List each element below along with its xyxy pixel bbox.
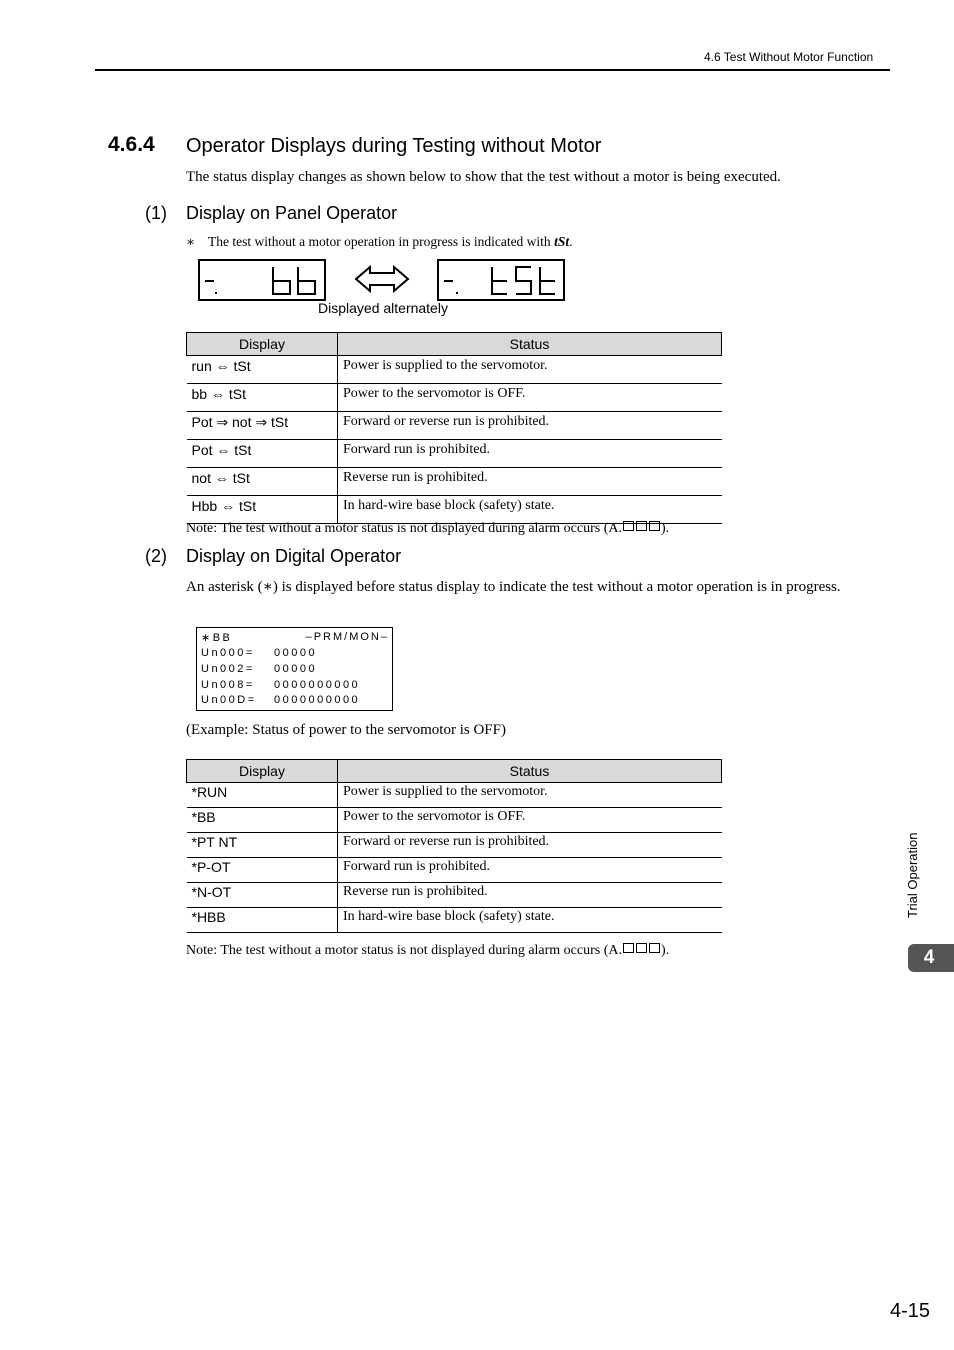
screen-param: Un002= [201, 663, 255, 675]
table-row [187, 356, 722, 384]
asterisk-mark: ∗ [186, 234, 196, 249]
table-header-row [187, 760, 722, 783]
screen-value: 0000000000 [274, 694, 361, 706]
placeholder-box-icon [649, 943, 660, 953]
table-row [187, 384, 722, 412]
display-cell: Hbb ⇔ tSt [187, 496, 338, 524]
display-cell: Pot ⇔ tSt [187, 440, 338, 468]
display-cell: *BB [187, 808, 338, 833]
status-cell: Forward or reverse run is prohibited. [338, 412, 722, 440]
note-prefix: Note: The test without a motor status is not displayed during alarm occurs (A. [186, 521, 622, 536]
column-header-display: Display [187, 760, 338, 783]
digital-operator-screen [196, 627, 393, 711]
status-cell: Power to the servomotor is OFF. [338, 384, 722, 412]
table-row [187, 468, 722, 496]
status-cell: In hard-wire base block (safety) state. [338, 496, 722, 524]
panel-note-text: The test without a motor operation in progress is indicated with [208, 234, 555, 249]
panel-status-table [186, 332, 722, 524]
subsection-title-digital: Display on Digital Operator [186, 546, 402, 566]
chapter-side-label: Trial Operation [905, 832, 920, 918]
display-cell: *PT NT [187, 833, 338, 858]
digital-status-table [186, 759, 722, 933]
table-row [187, 808, 722, 833]
placeholder-box-icon [636, 943, 647, 953]
panel-note-end: . [569, 234, 573, 249]
screen-param: Un008= [201, 679, 255, 691]
screen-param: Un00D= [201, 694, 257, 706]
subsection-title-panel: Display on Panel Operator [186, 203, 398, 223]
section-title: Operator Displays during Testing without Motor [186, 135, 602, 157]
display-cell: *P-OT [187, 858, 338, 883]
alternate-caption: Displayed alternately [318, 300, 448, 316]
subsection-number-panel: (1) [145, 203, 167, 223]
placeholder-box-icon [636, 521, 647, 531]
placeholder-box-icon [623, 943, 634, 953]
display-cell: Pot ⇒ not ⇒ tSt [187, 412, 338, 440]
subsection-number-digital: (2) [145, 546, 167, 566]
status-cell: In hard-wire base block (safety) state. [338, 908, 722, 933]
table-row [187, 783, 722, 808]
status-cell: Power is supplied to the servomotor. [338, 783, 722, 808]
display-cell: *N-OT [187, 883, 338, 908]
header-rule [95, 69, 890, 71]
table-row [187, 440, 722, 468]
panel-display-bb [198, 259, 326, 301]
table-row [187, 858, 722, 883]
screen-status: ∗BB [201, 632, 233, 644]
column-header-display: Display [187, 333, 338, 356]
table-row [187, 412, 722, 440]
status-cell: Forward or reverse run is prohibited. [338, 833, 722, 858]
note-suffix: ). [661, 521, 670, 536]
display-cell: *RUN [187, 783, 338, 808]
screen-value: 00000 [274, 647, 318, 659]
section-number: 4.6.4 [108, 133, 155, 156]
status-cell: Reverse run is prohibited. [338, 883, 722, 908]
status-cell: Forward run is prohibited. [338, 858, 722, 883]
chapter-tab: 4 [908, 944, 954, 972]
running-header: 4.6 Test Without Motor Function [704, 50, 874, 64]
panel-display-tst [437, 259, 565, 301]
example-caption: (Example: Status of power to the servomotor is OFF) [186, 722, 506, 738]
note-prefix: Note: The test without a motor status is not displayed during alarm occurs (A. [186, 943, 622, 958]
status-cell: Power to the servomotor is OFF. [338, 808, 722, 833]
page-number: 4-15 [890, 1300, 931, 1322]
section-intro: The status display changes as shown below to show that the test without a motor is being executed. [186, 169, 781, 185]
table-row [187, 496, 722, 524]
table-row [187, 833, 722, 858]
screen-value: 00000 [274, 663, 318, 675]
panel-note [186, 234, 572, 250]
column-header-status: Status [338, 760, 722, 783]
table-row [187, 908, 722, 933]
display-cell: run ⇔ tSt [187, 356, 338, 384]
placeholder-box-icon [649, 521, 660, 531]
alternate-arrow-icon [354, 264, 410, 294]
status-cell: Reverse run is prohibited. [338, 468, 722, 496]
note-suffix: ). [661, 943, 670, 958]
screen-param: Un000= [201, 647, 255, 659]
digital-intro: An asterisk (∗) is displayed before status display to indicate the test without a motor operation is in progress. [186, 579, 841, 595]
digital-alarm-note [186, 943, 669, 959]
table-header-row [187, 333, 722, 356]
display-cell: bb ⇔ tSt [187, 384, 338, 412]
screen-value: 0000000000 [274, 679, 361, 691]
placeholder-box-icon [623, 521, 634, 531]
status-cell: Power is supplied to the servomotor. [338, 356, 722, 384]
column-header-status: Status [338, 333, 722, 356]
panel-note-code: tSt [554, 234, 570, 249]
display-cell: not ⇔ tSt [187, 468, 338, 496]
screen-mode: –PRM/MON– [305, 631, 389, 643]
panel-alarm-note [186, 521, 669, 537]
status-cell: Forward run is prohibited. [338, 440, 722, 468]
table-row [187, 883, 722, 908]
display-cell: *HBB [187, 908, 338, 933]
